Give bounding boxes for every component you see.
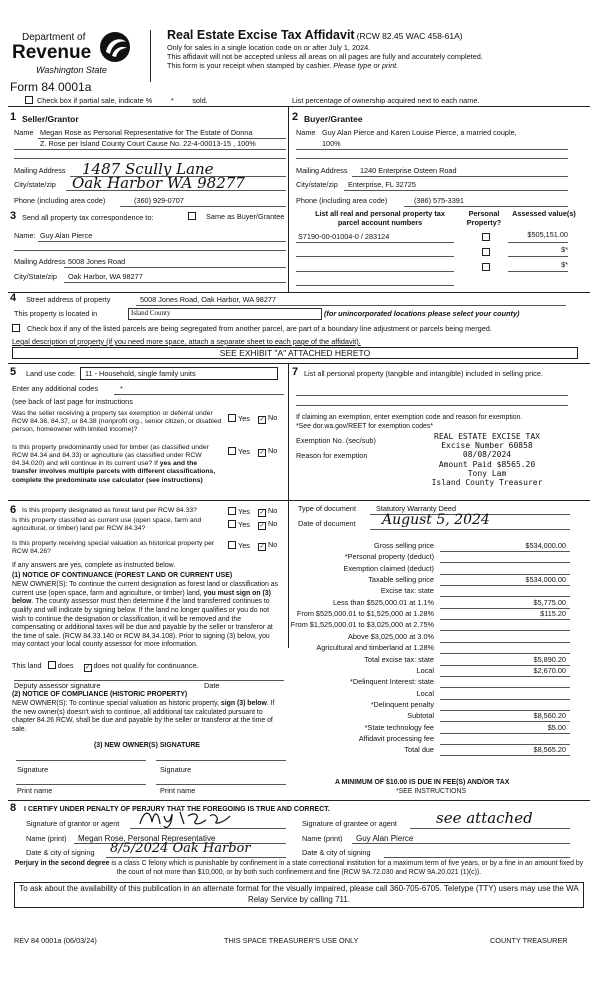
calc-row-label: Excise tax: state (380, 586, 434, 595)
accessibility-text: To ask about the availability of this publication in an alternate format for the visually impaired, please call 360-705-6705. Teletype (TTY) users may use the WA Relay Service by calling 711. (19, 884, 579, 904)
same-as-buyer-row (188, 212, 284, 222)
q2-no-label: No (268, 446, 278, 455)
buyer-phone[interactable]: (386) 575-3391 (414, 196, 464, 205)
grantor-name[interactable]: Megan Rose, Personal Representative (78, 834, 216, 843)
assessor-sig-label: Deputy assessor signature (14, 681, 101, 690)
parcels-header-assessed: Assessed value(s) (512, 209, 576, 218)
personal-property-checkbox-3[interactable] (482, 263, 490, 271)
located-select[interactable]: Island County (128, 308, 322, 320)
calc-row-label: *State technology fee (364, 723, 434, 732)
form-title-ref: (RCW 82.45 WAC 458-61A) (356, 31, 463, 41)
sig-label-2: Signature (160, 765, 192, 774)
compliance-body-1: NEW OWNER(S): To continue special valuation as historic property, (12, 700, 219, 707)
minimum-note: A MINIMUM OF $10.00 IS DUE IN FEE(S) AND/OR TAX (335, 779, 510, 786)
seller-phone-label: Phone (including area code) (14, 196, 106, 205)
f1-yes-label: Yes (238, 507, 250, 516)
f2-no (258, 520, 277, 530)
grantor-date[interactable]: 8/5/2024 Oak Harbor (110, 841, 251, 856)
calc-row-label: *Delinquent penalty (370, 700, 434, 709)
form-title-text: Real Estate Excise Tax Affidavit (167, 28, 355, 42)
calc-row-value[interactable]: $5.00 (547, 723, 566, 732)
grantor-name-label: Name (print) (26, 834, 67, 843)
calc-row-value[interactable]: $2,670.00 (533, 666, 566, 675)
calc-row-label: Exemption claimed (deduct) (343, 564, 434, 573)
f3-no (258, 541, 277, 551)
calc-row-value[interactable]: $115.20 (540, 609, 566, 618)
q1-no-checkbox[interactable]: ✓ (259, 417, 265, 423)
compliance-body (12, 700, 282, 735)
legal-description: SEE EXHIBIT "A" ATTACHED HERETO (219, 348, 371, 358)
treasurer-stamp (420, 432, 554, 487)
calc-row-label: Local (416, 689, 434, 698)
grantee-date-label: Date & city of signing (302, 848, 371, 857)
calc-row-value[interactable]: $5,775.00 (533, 598, 566, 607)
segregated-row (12, 324, 492, 334)
tax-corr-city[interactable]: Oak Harbor, WA 98277 (68, 272, 143, 281)
calc-row-label: Less than $525,000.01 at 1.1% (332, 598, 434, 607)
f3-yes (228, 541, 250, 551)
tax-corr-city-label: City/State/zip (14, 272, 57, 281)
land-use-num: 5 (10, 366, 17, 378)
q1-yes-label: Yes (238, 414, 250, 423)
located-note: (for unincorporated locations please select your county) (324, 309, 520, 318)
forest-q1: Is this property designated as forest land per RCW 84.33? (22, 507, 197, 514)
continuance-body (12, 581, 282, 650)
compliance-title: (2) NOTICE OF COMPLIANCE (HISTORIC PROPERTY) (12, 691, 188, 698)
f3-yes-checkbox[interactable] (228, 541, 236, 549)
f1-no-label: No (268, 506, 278, 515)
q1-no (258, 414, 277, 424)
ownership-pct-note: List percentage of ownership acquired next to each name. (292, 96, 480, 105)
street-label: Street address of property (26, 295, 111, 304)
any-yes-note: If any answers are yes, complete as instructed below. (12, 562, 176, 569)
calc-row-label: *Delinquent Interest: state (350, 677, 434, 686)
q2-yes (228, 447, 250, 457)
footer-county-treasurer: COUNTY TREASURER (490, 936, 568, 945)
forest-num: 6 (10, 504, 17, 516)
stamp-line-6: Island County Treasurer (431, 477, 543, 487)
calc-row-label: Gross selling price (373, 541, 434, 550)
tax-corr-mailing[interactable]: 5008 Jones Road (68, 257, 126, 266)
land-use-label: Land use code: (26, 369, 76, 378)
timber-question (12, 444, 224, 485)
land-label: This land (12, 661, 42, 670)
assessed-value-3[interactable]: $* (561, 260, 568, 269)
doc-date-value[interactable]: August 5, 2024 (382, 512, 490, 528)
footer-treasurer-only: THIS SPACE TREASURER'S USE ONLY (224, 936, 359, 945)
see-instructions: *SEE INSTRUCTIONS (396, 788, 467, 795)
q2-no (258, 447, 277, 457)
partial-sale-sold: sold. (192, 96, 208, 105)
print-name-label-2: Print name (160, 786, 196, 795)
q2-no-checkbox[interactable]: ✓ (259, 450, 265, 456)
accessibility-box (14, 882, 584, 908)
continuance-bold: you must sign on (3) below (12, 589, 271, 606)
logo-dept: Department of (22, 32, 86, 43)
calc-row-value[interactable]: $8,565.20 (533, 745, 566, 754)
q1-yes (228, 414, 250, 424)
street-num: 4 (10, 292, 17, 304)
calc-row-value[interactable]: $8,560.20 (533, 711, 566, 720)
header-note-3 (167, 62, 398, 71)
doc-type-label: Type of document (298, 504, 357, 513)
certify-num: 8 (10, 802, 17, 814)
exemption-reason-label: Reason for exemption (296, 451, 368, 460)
parcels-header-personal: Personal Property? (466, 209, 502, 227)
footer-rev: REV 84 0001a (06/03/24) (14, 936, 97, 945)
f2-no-label: No (268, 519, 278, 528)
segregated-label: Check box if any of the listed parcels are being segregated from another parcel, are part of a boundary line adjustment or parcels being merged. (27, 324, 492, 333)
land-use-select[interactable] (80, 367, 278, 380)
header-note-1: Only for sales in a single location code on or after July 1, 2024. (167, 43, 371, 52)
assessed-value-2[interactable]: $* (561, 245, 568, 254)
calc-row-label: Above $3,025,000 at 3.0% (347, 632, 434, 641)
timber-question-b: yes and the transfer involves multiple parcels with different classifications, complete the predominate use calculator (see instructions) (12, 460, 216, 484)
f1-yes-checkbox[interactable] (228, 507, 236, 515)
q1-yes-checkbox[interactable] (228, 414, 236, 422)
header-note-3b: Please type or print. (333, 61, 399, 70)
personal-property-checkbox-2[interactable] (482, 248, 490, 256)
f3-no-checkbox[interactable]: ✓ (259, 544, 265, 550)
legal-description-box[interactable] (12, 347, 578, 359)
stamp-line-3: 08/08/2024 (462, 450, 512, 460)
personal-prop-num: 7 (292, 366, 299, 378)
continuance-title: (1) NOTICE OF CONTINUANCE (FOREST LAND OR CURRENT USE) (12, 572, 233, 579)
stamp-line-1: REAL ESTATE EXCISE TAX (434, 432, 540, 441)
same-as-buyer-checkbox[interactable] (188, 212, 196, 220)
buyer-mailing[interactable]: 1240 Enterprise Osteen Road (360, 166, 457, 175)
tax-corr-num: 3 (10, 210, 17, 222)
located-label: This property is located in (14, 309, 98, 318)
calc-row-label: From $525,000.01 to $1,525,000 at 1.28% (296, 609, 434, 618)
doc-date-label: Date of document (298, 519, 356, 528)
q1-no-label: No (268, 413, 278, 422)
sig-label-1: Signature (17, 765, 49, 774)
parcels-header-list: List all real and personal property tax parcel account numbers (315, 209, 445, 227)
perjury-bold: Perjury in the second degree (14, 860, 110, 867)
print-name-label-1: Print name (17, 786, 53, 795)
calc-row-label: Total due (404, 745, 434, 754)
seller-name-label: Name (14, 128, 34, 137)
f2-yes (228, 520, 250, 530)
buyer-name-label: Name (296, 128, 316, 137)
f3-no-label: No (268, 540, 278, 549)
tax-corr-name-label: Name: (14, 231, 36, 240)
f1-yes (228, 507, 250, 517)
calc-row-label: Taxable selling price (368, 575, 434, 584)
perjury-text: is a class C felony which is punishable by confinement in a state correctional institution for a maximum term of five years, or by a fine in an amount fixed by the court of not more than $10,000, or by both such confinement and fine (RCW 9A.72.030 and RCW 9A.20.021 (1)(c)). (109, 860, 584, 876)
logo-revenue: Revenue (12, 42, 92, 63)
does-not-checkbox[interactable]: ✓ (84, 665, 91, 671)
exemption-no-label: Exemption No. (sec/sub) (296, 436, 376, 445)
exemption-intro: If claiming an exemption, enter exemption code and reason for exemption. (296, 414, 523, 421)
does-checkbox[interactable] (48, 661, 56, 669)
seller-num: 1 (10, 111, 17, 123)
seller-phone[interactable]: (360) 929-0707 (134, 196, 184, 205)
header-note-2: This affidavit will not be accepted unless all areas on all pages are fully and accurately completed. (167, 52, 483, 61)
doc-type-value[interactable]: Statutory Warranty Deed (376, 504, 457, 513)
f2-no-checkbox[interactable]: ✓ (259, 523, 265, 529)
grantor-signature[interactable] (136, 806, 246, 830)
grantee-signature[interactable]: see attached (436, 809, 533, 827)
form-number: Form 84 0001a (10, 80, 92, 94)
forest-q3: Is this property receiving special valuation as historical property per RCW 84.26? (12, 540, 215, 556)
calc-row-value[interactable]: $534,000.00 (525, 541, 566, 550)
compliance-body-2: . If the new owner(s) doesn't wish to continue, all additional tax calculated pursuant to chapter 84.26 RCW, shall be due and payable by the seller or transferor at the time of sale. (12, 700, 275, 733)
continuance-body-2: . The county assessor must then determine if the land transferred continues to qualify and will indicate by signing below. If the land no longer qualifies or you do not wish to continue the designation or classification, it will be removed and the compensating or additional taxes will be due and payable by the seller or transferor at the time of sale. (RCW 84.33.140 or RCW 84.34.108). Prior to signing (3) below, you may contact your local county assessor for more information. (12, 598, 273, 649)
buyer-city[interactable]: Enterprise, FL 32725 (348, 180, 416, 189)
seller-name-line1[interactable]: Megan Rose as Personal Representative for The Estate of Donna (40, 128, 253, 137)
buyer-phone-label: Phone (including area code) (296, 196, 388, 205)
parcel-1[interactable]: S7190-00-01004-0 / 283124 (298, 232, 390, 241)
same-as-buyer-label: Same as Buyer/Grantee (206, 212, 285, 221)
calc-row-label: Total excise tax: state (364, 655, 434, 664)
seller-mailing[interactable]: 1487 Scully Lane (82, 160, 214, 178)
buyer-name-line2[interactable]: 100% (322, 139, 341, 148)
form-title (167, 28, 463, 43)
seller-city[interactable]: Oak Harbor WA 98277 (72, 174, 245, 192)
seller-name-line2[interactable]: Z. Rose per Island County Court Cause No. 22-4-00013-15 , 100% (40, 139, 256, 148)
f1-no-checkbox[interactable]: ✓ (259, 510, 265, 516)
street-value[interactable]: 5008 Jones Road, Oak Harbor, WA 98277 (140, 295, 277, 304)
calc-row-label: From $1,525,000.01 to $3,025,000 at 2.75% (290, 620, 434, 629)
calc-row-value[interactable]: $534,000.00 (525, 575, 566, 584)
does-not-label: does not qualify for continuance. (93, 661, 199, 670)
exemption-question: Was the seller receiving a property tax exemption or deferral under RCW 84.36, 84.37, or 84.38 (nonprofit org., senior citizen, or disabled person, homeowner with limited income)? (12, 410, 222, 434)
header-note-3a: This form is your receipt when stamped by cashier. (167, 61, 332, 70)
buyer-name-line1[interactable]: Guy Alan Pierce and Karen Louise Pierce, a married couple, (322, 128, 517, 137)
grantor-sig-label: Signature of grantor or agent (26, 819, 120, 828)
personal-property-checkbox-1[interactable] (482, 233, 490, 241)
f1-no (258, 507, 277, 517)
grantor-date-label: Date & city of signing (26, 848, 95, 857)
stamp-line-5: Tony Lam (467, 468, 507, 478)
timber-question-a: Is this property predominantly used for timber (as classified under RCW 84.34 and 84.33) or agriculture (as classified under RCW 84.34.020) and will continue in its current use? If (12, 444, 209, 468)
calc-row-value[interactable]: $5,890.20 (533, 655, 566, 664)
stamp-line-2: Excise Number 60858 (441, 441, 533, 451)
assessed-value-1[interactable]: $505,151.00 (527, 230, 568, 239)
buyer-mailing-label: Mailing Address (296, 166, 348, 175)
seller-mailing-label: Mailing Address (14, 166, 66, 175)
buyer-title: Buyer/Grantee (304, 114, 363, 124)
calc-row-label: Agricultural and timberland at 1.28% (316, 643, 434, 652)
f2-yes-label: Yes (238, 520, 250, 529)
f2-yes-checkbox[interactable] (228, 520, 236, 528)
additional-codes-value[interactable]: * (120, 384, 123, 393)
see-back-note: (see back of last page for instructions (12, 397, 133, 406)
land-use-value: 11 - Household, single family units (85, 369, 196, 378)
additional-codes-label: Enter any additional codes (12, 384, 98, 393)
stamp-line-4: Amount Paid $8565.20 (438, 459, 536, 469)
tax-corr-name[interactable]: Guy Alan Pierce (40, 231, 93, 240)
grantee-name-label: Name (print) (302, 834, 343, 843)
personal-prop-label: List all personal property (tangible and intangible) included in selling price. (304, 369, 543, 378)
q2-yes-checkbox[interactable] (228, 447, 236, 455)
buyer-city-label: City/state/zip (296, 180, 338, 189)
segregated-checkbox[interactable] (12, 324, 20, 332)
compliance-bold: sign (3) below (220, 700, 267, 707)
tax-corr-mailing-label: Mailing Address (14, 257, 66, 266)
tax-corr-title: Send all property tax correspondence to: (22, 213, 154, 222)
seller-title: Seller/Grantor (22, 114, 79, 124)
partial-sale-checkbox[interactable] (25, 96, 33, 104)
calc-row-label: Subtotal (407, 711, 434, 720)
seller-city-label: City/state/zip (14, 180, 56, 189)
calc-row-label: Local (416, 666, 434, 675)
calc-row-label: *Personal property (deduct) (344, 552, 434, 561)
land-qualify-row (12, 661, 199, 672)
calc-row-label: Affidavit processing fee (358, 734, 434, 743)
certify-title: I CERTIFY UNDER PENALTY OF PERJURY THAT THE FOREGOING IS TRUE AND CORRECT. (24, 806, 330, 813)
buyer-num: 2 (292, 111, 299, 123)
f3-yes-label: Yes (238, 541, 250, 550)
new-owner-sig-title: (3) NEW OWNER(S) SIGNATURE (94, 742, 200, 749)
grantee-sig-label: Signature of grantee or agent (302, 819, 397, 828)
partial-sale-value[interactable]: * (154, 97, 190, 107)
legal-label: Legal description of property (if you need more space, attach a separate sheet to each page of the affidavit). (12, 337, 361, 346)
assessor-date-label: Date (204, 681, 220, 690)
logo-state: Washington State (36, 65, 107, 75)
grantee-name[interactable]: Guy Alan Pierce (356, 834, 414, 843)
partial-sale-label: Check box if partial sale, indicate % (37, 96, 153, 105)
perjury-notice (14, 860, 584, 878)
continuance-body-1: NEW OWNER(S): To continue the current designation as forest land or classification as current use (open space, farm and agriculture, or timber) land, (12, 581, 279, 597)
forest-q2: Is this property classified as current use (open space, farm and agricultural, or timber) land per RCW 84.34? (12, 517, 202, 533)
logo-swirl-icon (98, 30, 132, 64)
revenue-logo (12, 30, 142, 82)
q2-yes-label: Yes (238, 447, 250, 456)
exemption-see: *See dor.wa.gov/REET for exemption codes* (296, 423, 433, 430)
does-label: does (57, 661, 74, 670)
